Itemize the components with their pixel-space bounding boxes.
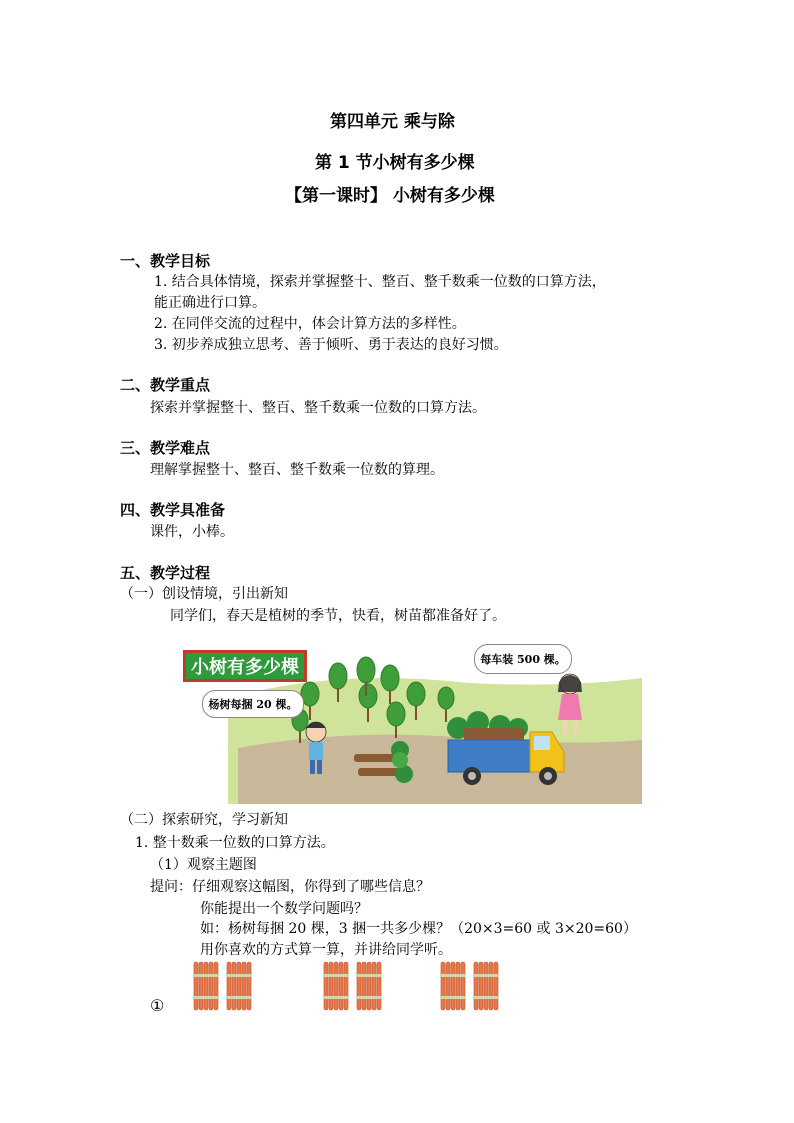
- part2-heading: （二）探索研究，学习新知: [120, 812, 288, 828]
- boy-speech-text: 杨树每捆 20 棵。: [208, 698, 298, 711]
- question-3: 如：杨树每捆 20 棵，3 捆一共多少棵？（20×3=60 或 3×20=60）: [200, 921, 637, 937]
- girl-speech-text: 每车装 500 棵。: [480, 653, 566, 666]
- circle-label-1: ①: [150, 996, 165, 1015]
- sub1-text: （1）观察主题图: [150, 857, 257, 873]
- part1-text: 同学们，春天是植树的季节，快看，树苗都准备好了。: [170, 608, 506, 624]
- difficulties-text: 理解掌握整十、整百、整千数乘一位数的算理。: [150, 462, 444, 478]
- stick-bundle: [440, 960, 466, 1012]
- goal-item-2: 2. 在同伴交流的过程中，体会计算方法的多样性。: [154, 316, 466, 332]
- key-points-text: 探索并掌握整十、整百、整千数乘一位数的口算方法。: [150, 400, 486, 416]
- difficulties-heading: 三、教学难点: [120, 439, 211, 457]
- goal-item-1: 1. 结合具体情境，探索并掌握整十、整百、整千数乘一位数的口算方法，: [154, 274, 606, 290]
- question-1: 提问：仔细观察这幅图，你得到了哪些信息？: [150, 879, 430, 895]
- goal-item-1-cont: 能正确进行口算。: [154, 295, 266, 311]
- prep-text: 课件，小棒。: [150, 524, 234, 540]
- key-points-heading: 二、教学重点: [120, 376, 211, 394]
- prep-heading: 四、教学具准备: [120, 501, 226, 519]
- girl-speech-bubble: [474, 644, 572, 674]
- goals-heading: 一、教学目标: [120, 252, 211, 270]
- unit-title: 第四单元 乘与除: [330, 112, 455, 132]
- boy-speech-bubble: [202, 690, 304, 718]
- section-title: 第 1 节小树有多少棵: [315, 153, 475, 173]
- question-4: 用你喜欢的方式算一算，并讲给同学听。: [200, 942, 452, 958]
- question-2: 你能提出一个数学问题吗？: [200, 901, 368, 917]
- stick-bundle: [356, 960, 382, 1012]
- illustration-sign: [183, 650, 307, 682]
- stick-bundle: [226, 960, 252, 1012]
- process-heading: 五、教学过程: [120, 564, 211, 582]
- sign-text: 小树有多少棵: [191, 657, 299, 678]
- step1-text: 1. 整十数乘一位数的口算方法。: [135, 835, 335, 851]
- part1-heading: （一）创设情境，引出新知: [120, 586, 288, 602]
- theme-illustration: [168, 628, 642, 804]
- goal-item-3: 3. 初步养成独立思考、善于倾听、勇于表达的良好习惯。: [154, 337, 508, 353]
- stick-bundle: [473, 960, 499, 1012]
- lesson-title: 【第一课时】 小树有多少棵: [285, 186, 495, 206]
- stick-bundle: [323, 960, 349, 1012]
- stick-bundle: [193, 960, 219, 1012]
